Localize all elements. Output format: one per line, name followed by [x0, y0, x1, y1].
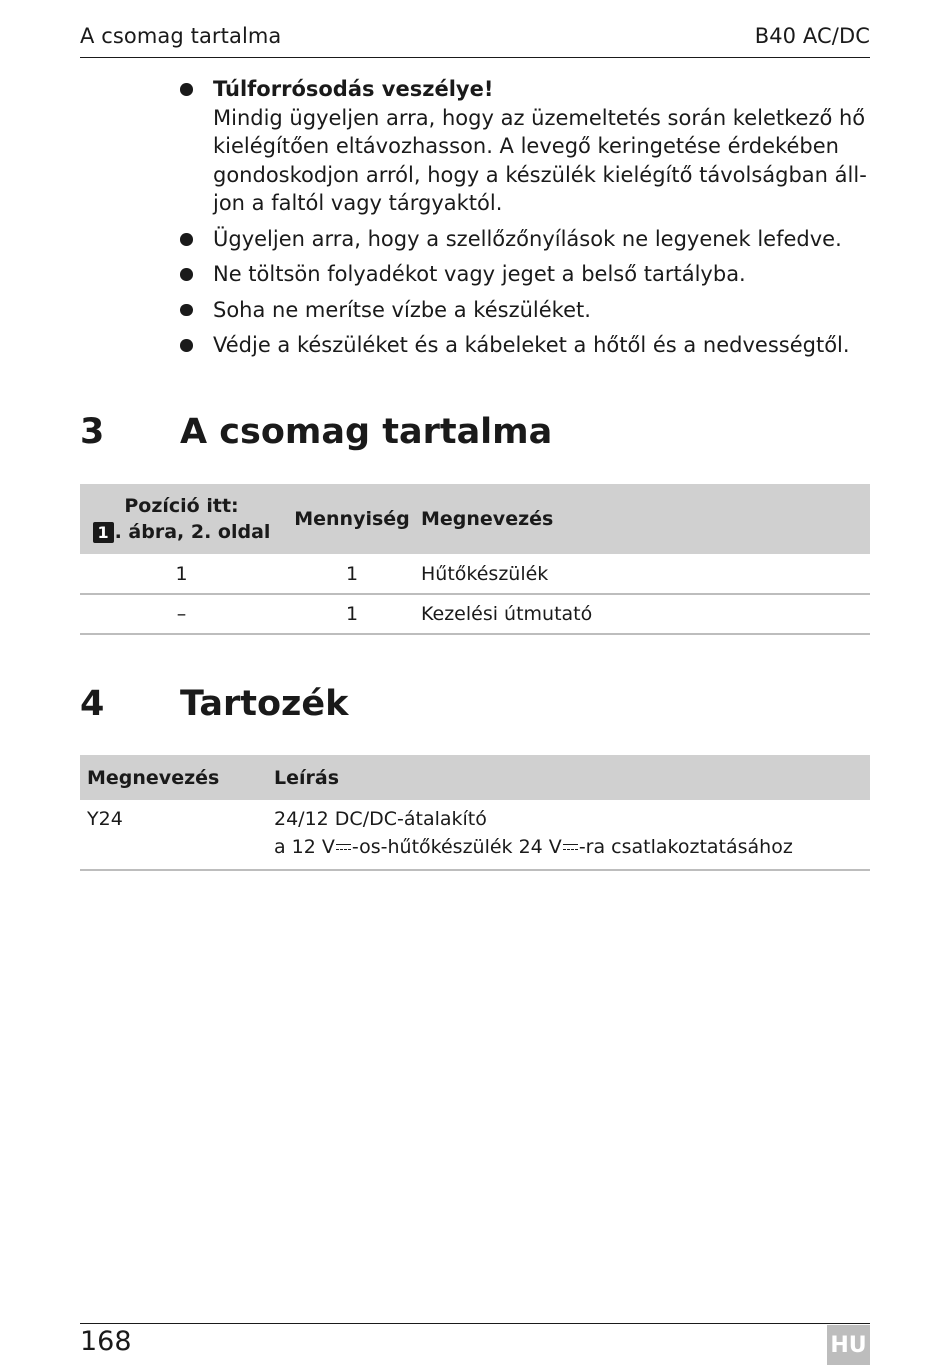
- dc-voltage-icon: [563, 843, 578, 852]
- column-header-name: Megnevezés: [421, 484, 870, 554]
- cell-description: [274, 800, 870, 870]
- position-header-line2: . ábra, 2. oldal: [114, 521, 271, 543]
- section-title: A csomag tartalma: [180, 412, 553, 452]
- table-header-row: [80, 484, 870, 554]
- bullet-icon: [180, 233, 193, 246]
- cell-name: Y24: [87, 808, 123, 830]
- cell-position: –: [176, 603, 187, 625]
- list-item: [180, 260, 870, 289]
- list-item: [180, 225, 870, 254]
- list-item: [180, 296, 870, 325]
- description-line1: 24/12 DC/DC-átalakító: [274, 808, 487, 830]
- cell-name: Hűtőkészülék: [421, 562, 549, 585]
- section-title: Tartozék: [180, 684, 349, 724]
- cell-name: Kezelési útmutató: [421, 603, 593, 625]
- cell-quantity: 1: [345, 603, 359, 625]
- list-item-text: Soha ne merítse vízbe a készüléket.: [213, 297, 591, 322]
- section-number: 4: [80, 684, 105, 724]
- list-item-text: Védje a készüléket és a kábeleket a hőtől és a nedvességtől.: [213, 332, 850, 357]
- safety-list: [180, 75, 870, 366]
- section-heading: [80, 684, 870, 724]
- section-number: 3: [80, 412, 105, 452]
- language-badge: HU: [827, 1325, 870, 1365]
- page-header: [80, 24, 870, 58]
- warning-title: Túlforrósodás veszélye!: [213, 77, 494, 101]
- table-row: [80, 554, 870, 594]
- header-model: B40 AC/DC: [754, 24, 870, 48]
- section-heading: [80, 412, 870, 452]
- bullet-icon: [180, 268, 193, 281]
- description-line2-a: a 12 V: [274, 836, 335, 858]
- table-row: [80, 594, 870, 634]
- description-line2-b: -os-hűtőkészülék 24 V: [351, 836, 562, 858]
- list-item-text: Ne töltsön folyadékot vagy jeget a belső tartályba.: [213, 262, 746, 287]
- figure-number-badge: 1: [93, 522, 114, 543]
- column-header-quantity: Mennyiség: [283, 484, 421, 554]
- bullet-icon: [180, 339, 193, 352]
- header-section-title: A csomag tartalma: [80, 24, 282, 48]
- table-header-row: [80, 755, 870, 800]
- column-header-position: [80, 484, 283, 554]
- bullet-icon: [180, 83, 193, 96]
- column-header-name: Megnevezés: [80, 755, 274, 800]
- page-number: 168: [80, 1326, 132, 1357]
- list-item: [180, 75, 870, 218]
- list-item-text: Ügyeljen arra, hogy a szellőzőnyílások ne legyenek lefedve.: [213, 226, 842, 251]
- table-row: [80, 800, 870, 870]
- position-header-line1: Pozíció itt:: [124, 495, 239, 517]
- dc-voltage-icon: [336, 843, 351, 852]
- cell-quantity: 1: [345, 562, 359, 585]
- package-contents-table: [80, 484, 870, 635]
- description-line2-c: -ra csatlakoztatásához: [578, 836, 793, 858]
- cell-position: 1: [175, 562, 188, 585]
- bullet-icon: [180, 304, 193, 317]
- column-header-description: Leírás: [274, 755, 870, 800]
- footer-divider: [80, 1323, 870, 1324]
- accessories-table: [80, 755, 870, 871]
- list-item: [180, 331, 870, 360]
- warning-text: Mindig ügyeljen arra, hogy az üzemeltetés során keletkező hő kielégítően eltávozhasson. A levegő keringetése érdekében gondoskodjon arról, hogy a készülék kielégítő távolságban áll-jon a faltól vagy tárgyaktól.: [213, 105, 867, 216]
